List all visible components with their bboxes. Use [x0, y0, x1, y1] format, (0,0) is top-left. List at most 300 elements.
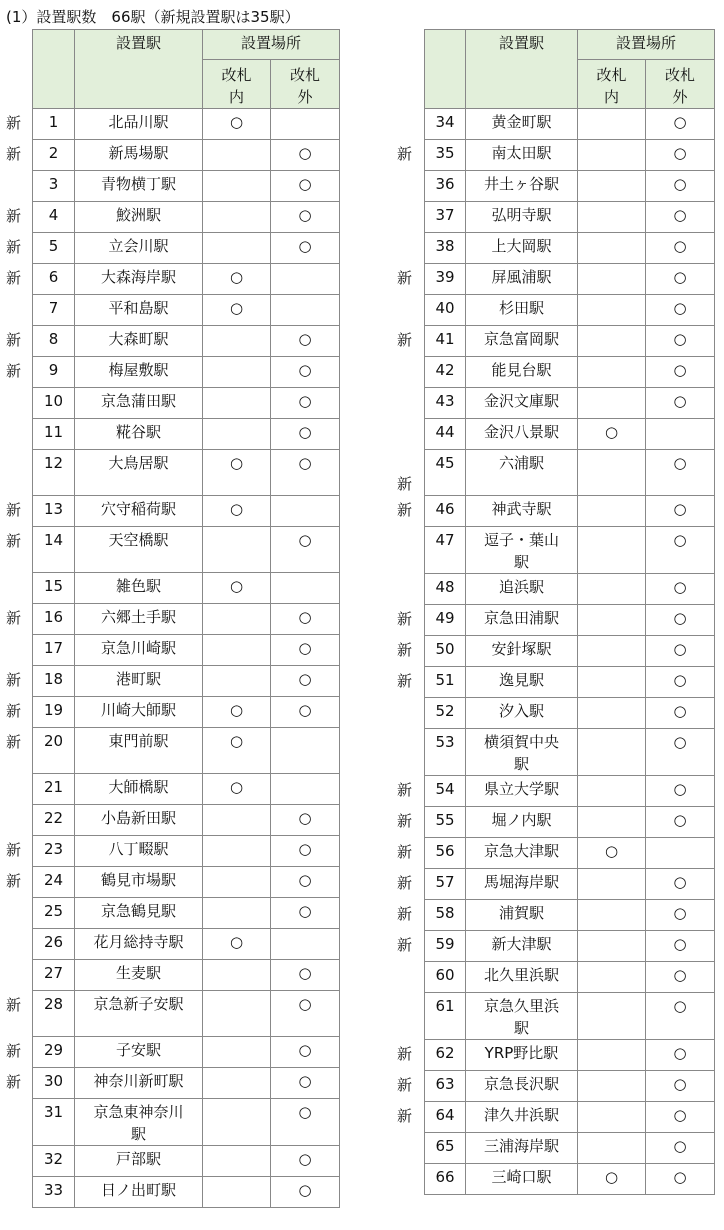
station-number: 65	[425, 1133, 466, 1164]
table-row	[425, 776, 715, 807]
outside-gate-mark: ○	[646, 264, 715, 295]
station-name: 鮫洲駅	[75, 202, 203, 233]
station-number: 58	[425, 900, 466, 931]
inside-gate-mark	[203, 1099, 271, 1146]
header-inside: 改札 内	[203, 60, 271, 109]
outside-gate-mark: ○	[646, 776, 715, 807]
new-station-mark: 新	[397, 935, 413, 954]
station-name: 京急新子安駅	[75, 991, 203, 1037]
outside-gate-mark: ○	[271, 326, 340, 357]
station-name: 井土ヶ谷駅	[466, 171, 578, 202]
station-name: 追浜駅	[466, 574, 578, 605]
outside-gate-mark: ○	[271, 527, 340, 573]
outside-gate-mark: ○	[646, 450, 715, 496]
header-location: 設置場所	[203, 30, 340, 60]
new-station-mark: 新	[397, 1106, 413, 1125]
station-name: 逗子・葉山 駅	[466, 527, 578, 574]
station-name: 横須賀中央 駅	[466, 729, 578, 776]
new-station-mark: 新	[397, 330, 413, 349]
station-name: 新馬場駅	[75, 140, 203, 171]
outside-gate-mark: ○	[271, 635, 340, 666]
station-number: 10	[33, 388, 75, 419]
outside-gate-mark: ○	[271, 1146, 340, 1177]
new-station-mark: 新	[6, 237, 22, 256]
table-row	[425, 419, 715, 450]
station-number: 14	[33, 527, 75, 573]
inside-gate-mark	[578, 357, 646, 388]
table-row	[33, 898, 340, 929]
inside-gate-mark	[203, 527, 271, 573]
station-number: 42	[425, 357, 466, 388]
station-name: 堀ノ内駅	[466, 807, 578, 838]
outside-gate-mark: ○	[646, 233, 715, 264]
inside-gate-mark: ○	[203, 929, 271, 960]
inside-gate-mark	[203, 357, 271, 388]
table-row	[425, 574, 715, 605]
outside-gate-mark: ○	[271, 960, 340, 991]
table-row	[33, 867, 340, 898]
header-inside: 改札 内	[578, 60, 646, 109]
inside-gate-mark	[578, 1102, 646, 1133]
new-station-mark: 新	[397, 873, 413, 892]
table-row	[33, 573, 340, 604]
table-row	[33, 805, 340, 836]
station-number: 45	[425, 450, 466, 496]
station-name: 京急長沢駅	[466, 1071, 578, 1102]
outside-gate-mark: ○	[271, 666, 340, 697]
station-name: 黄金町駅	[466, 109, 578, 140]
inside-gate-mark	[578, 574, 646, 605]
right-station-table	[424, 29, 715, 1195]
station-number: 4	[33, 202, 75, 233]
table-row	[33, 836, 340, 867]
outside-gate-mark: ○	[646, 869, 715, 900]
inside-gate-mark	[203, 836, 271, 867]
new-station-mark: 新	[6, 701, 22, 720]
station-name: 京急鶴見駅	[75, 898, 203, 929]
outside-gate-mark: ○	[271, 898, 340, 929]
station-number: 28	[33, 991, 75, 1037]
inside-gate-mark	[203, 635, 271, 666]
station-name: 杉田駅	[466, 295, 578, 326]
station-name: 浦賀駅	[466, 900, 578, 931]
station-number: 56	[425, 838, 466, 869]
station-number: 13	[33, 496, 75, 527]
inside-gate-mark	[578, 527, 646, 574]
outside-gate-mark: ○	[271, 171, 340, 202]
inside-gate-mark	[203, 604, 271, 635]
station-name: 南太田駅	[466, 140, 578, 171]
station-number: 16	[33, 604, 75, 635]
station-name: 大森町駅	[75, 326, 203, 357]
outside-gate-mark: ○	[646, 202, 715, 233]
station-name: 県立大学駅	[466, 776, 578, 807]
station-name: 六郷土手駅	[75, 604, 203, 635]
inside-gate-mark	[578, 109, 646, 140]
table-row	[425, 388, 715, 419]
table-row	[33, 419, 340, 450]
table-header	[425, 30, 715, 109]
table-row	[425, 1133, 715, 1164]
inside-gate-mark: ○	[203, 450, 271, 496]
new-station-mark: 新	[6, 871, 22, 890]
station-name: 梅屋敷駅	[75, 357, 203, 388]
station-number: 48	[425, 574, 466, 605]
station-number: 22	[33, 805, 75, 836]
inside-gate-mark	[203, 202, 271, 233]
table-row	[425, 636, 715, 667]
station-number: 40	[425, 295, 466, 326]
station-name: 弘明寺駅	[466, 202, 578, 233]
inside-gate-mark	[578, 171, 646, 202]
station-name: 京急東神奈川 駅	[75, 1099, 203, 1146]
station-number: 15	[33, 573, 75, 604]
station-number: 55	[425, 807, 466, 838]
inside-gate-mark	[578, 295, 646, 326]
table-row	[425, 171, 715, 202]
outside-gate-mark	[271, 573, 340, 604]
station-name: 大師橋駅	[75, 774, 203, 805]
station-name: 川崎大師駅	[75, 697, 203, 728]
station-number: 38	[425, 233, 466, 264]
inside-gate-mark	[203, 991, 271, 1037]
station-name: 六浦駅	[466, 450, 578, 496]
station-name: 港町駅	[75, 666, 203, 697]
station-number: 33	[33, 1177, 75, 1208]
inside-gate-mark	[578, 140, 646, 171]
table-row	[33, 1146, 340, 1177]
table-row	[33, 604, 340, 635]
station-number: 44	[425, 419, 466, 450]
table-row	[33, 140, 340, 171]
outside-gate-mark: ○	[646, 1102, 715, 1133]
station-number: 62	[425, 1040, 466, 1071]
station-number: 53	[425, 729, 466, 776]
station-name: 花月総持寺駅	[75, 929, 203, 960]
new-station-mark: 新	[6, 113, 22, 132]
outside-gate-mark	[646, 419, 715, 450]
inside-gate-mark	[578, 233, 646, 264]
station-name: 小島新田駅	[75, 805, 203, 836]
outside-gate-mark: ○	[271, 1177, 340, 1208]
station-number: 37	[425, 202, 466, 233]
outside-gate-mark: ○	[646, 962, 715, 993]
inside-gate-mark	[203, 805, 271, 836]
new-station-mark: 新	[6, 531, 22, 550]
inside-gate-mark: ○	[203, 728, 271, 774]
inside-gate-mark	[578, 993, 646, 1040]
outside-gate-mark: ○	[646, 1164, 715, 1195]
new-station-mark: 新	[397, 500, 413, 519]
inside-gate-mark	[578, 869, 646, 900]
new-station-mark: 新	[397, 609, 413, 628]
inside-gate-mark	[578, 1040, 646, 1071]
left-table-body	[33, 109, 340, 1208]
table-row	[33, 357, 340, 388]
station-number: 24	[33, 867, 75, 898]
outside-gate-mark: ○	[646, 574, 715, 605]
header-outside: 改札 外	[271, 60, 340, 109]
outside-gate-mark: ○	[271, 697, 340, 728]
table-row	[425, 1164, 715, 1195]
header-outside: 改札 外	[646, 60, 715, 109]
outside-gate-mark	[271, 728, 340, 774]
station-number: 61	[425, 993, 466, 1040]
inside-gate-mark	[203, 1037, 271, 1068]
station-number: 27	[33, 960, 75, 991]
table-row	[425, 1102, 715, 1133]
station-name: 北久里浜駅	[466, 962, 578, 993]
table-row	[425, 698, 715, 729]
table-row	[425, 869, 715, 900]
table-row	[425, 109, 715, 140]
inside-gate-mark: ○	[578, 419, 646, 450]
outside-gate-mark	[271, 264, 340, 295]
outside-gate-mark: ○	[271, 233, 340, 264]
station-name: 汐入駅	[466, 698, 578, 729]
station-name: 三崎口駅	[466, 1164, 578, 1195]
station-name: 青物横丁駅	[75, 171, 203, 202]
new-station-mark: 新	[397, 842, 413, 861]
outside-gate-mark: ○	[646, 636, 715, 667]
outside-gate-mark	[271, 929, 340, 960]
station-name: 金沢文庫駅	[466, 388, 578, 419]
station-number: 36	[425, 171, 466, 202]
outside-gate-mark: ○	[271, 1068, 340, 1099]
station-number: 18	[33, 666, 75, 697]
outside-gate-mark: ○	[646, 171, 715, 202]
station-number: 8	[33, 326, 75, 357]
table-row	[33, 233, 340, 264]
station-number: 57	[425, 869, 466, 900]
new-station-mark: 新	[6, 1041, 22, 1060]
inside-gate-mark	[578, 388, 646, 419]
outside-gate-mark: ○	[271, 1099, 340, 1146]
outside-gate-mark: ○	[646, 667, 715, 698]
station-number: 1	[33, 109, 75, 140]
station-number: 7	[33, 295, 75, 326]
station-name: 三浦海岸駅	[466, 1133, 578, 1164]
inside-gate-mark	[578, 1133, 646, 1164]
new-station-mark: 新	[6, 330, 22, 349]
inside-gate-mark	[203, 666, 271, 697]
station-name: 金沢八景駅	[466, 419, 578, 450]
table-row	[425, 357, 715, 388]
new-station-mark: 新	[6, 144, 22, 163]
station-name: 安針塚駅	[466, 636, 578, 667]
station-number: 52	[425, 698, 466, 729]
table-row	[425, 993, 715, 1040]
outside-gate-mark: ○	[646, 900, 715, 931]
outside-gate-mark: ○	[646, 1133, 715, 1164]
header-blank	[425, 30, 466, 109]
station-number: 26	[33, 929, 75, 960]
table-row	[425, 264, 715, 295]
new-station-mark: 新	[397, 640, 413, 659]
table-row	[33, 1037, 340, 1068]
outside-gate-mark: ○	[646, 807, 715, 838]
outside-gate-mark: ○	[271, 604, 340, 635]
outside-gate-mark: ○	[646, 357, 715, 388]
table-row	[33, 264, 340, 295]
station-number: 50	[425, 636, 466, 667]
outside-gate-mark: ○	[646, 295, 715, 326]
station-name: 戸部駅	[75, 1146, 203, 1177]
station-number: 29	[33, 1037, 75, 1068]
outside-gate-mark	[271, 109, 340, 140]
new-station-mark: 新	[6, 670, 22, 689]
inside-gate-mark	[578, 450, 646, 496]
station-name: 雑色駅	[75, 573, 203, 604]
station-number: 9	[33, 357, 75, 388]
table-row	[425, 667, 715, 698]
outside-gate-mark	[271, 295, 340, 326]
new-station-mark: 新	[6, 268, 22, 287]
station-number: 41	[425, 326, 466, 357]
inside-gate-mark: ○	[578, 838, 646, 869]
station-number: 2	[33, 140, 75, 171]
station-number: 31	[33, 1099, 75, 1146]
outside-gate-mark: ○	[271, 805, 340, 836]
station-number: 5	[33, 233, 75, 264]
outside-gate-mark: ○	[271, 991, 340, 1037]
table-row	[33, 774, 340, 805]
station-name: 京急富岡駅	[466, 326, 578, 357]
table-row	[33, 960, 340, 991]
inside-gate-mark	[203, 1068, 271, 1099]
station-number: 30	[33, 1068, 75, 1099]
inside-gate-mark	[203, 867, 271, 898]
inside-gate-mark	[203, 233, 271, 264]
table-row	[425, 838, 715, 869]
new-station-mark: 新	[397, 144, 413, 163]
header-location: 設置場所	[578, 30, 715, 60]
inside-gate-mark	[203, 419, 271, 450]
inside-gate-mark: ○	[203, 496, 271, 527]
station-number: 32	[33, 1146, 75, 1177]
station-number: 6	[33, 264, 75, 295]
station-name: 日ノ出町駅	[75, 1177, 203, 1208]
table-row	[33, 202, 340, 233]
table-row	[425, 295, 715, 326]
station-name: 糀谷駅	[75, 419, 203, 450]
table-row	[33, 991, 340, 1037]
station-name: 生麦駅	[75, 960, 203, 991]
station-number: 12	[33, 450, 75, 496]
inside-gate-mark	[578, 931, 646, 962]
table-row	[33, 697, 340, 728]
station-number: 21	[33, 774, 75, 805]
station-number: 20	[33, 728, 75, 774]
inside-gate-mark	[203, 326, 271, 357]
inside-gate-mark	[578, 729, 646, 776]
inside-gate-mark: ○	[203, 109, 271, 140]
station-name: 京急蒲田駅	[75, 388, 203, 419]
inside-gate-mark: ○	[203, 774, 271, 805]
station-name: 北品川駅	[75, 109, 203, 140]
table-row	[33, 388, 340, 419]
table-row	[33, 1068, 340, 1099]
new-station-mark: 新	[6, 206, 22, 225]
inside-gate-mark	[578, 496, 646, 527]
station-name: 馬堀海岸駅	[466, 869, 578, 900]
table-row	[425, 202, 715, 233]
station-name: 穴守稲荷駅	[75, 496, 203, 527]
table-row	[425, 900, 715, 931]
table-row	[425, 450, 715, 496]
station-number: 47	[425, 527, 466, 574]
station-number: 17	[33, 635, 75, 666]
station-number: 3	[33, 171, 75, 202]
outside-gate-mark	[271, 774, 340, 805]
station-name: 上大岡駅	[466, 233, 578, 264]
station-name: 大森海岸駅	[75, 264, 203, 295]
outside-gate-mark: ○	[646, 931, 715, 962]
station-number: 19	[33, 697, 75, 728]
station-name: YRP野比駅	[466, 1040, 578, 1071]
table-row	[425, 729, 715, 776]
station-name: 神武寺駅	[466, 496, 578, 527]
table-row	[425, 962, 715, 993]
station-name: 津久井浜駅	[466, 1102, 578, 1133]
outside-gate-mark: ○	[646, 993, 715, 1040]
station-name: 立会川駅	[75, 233, 203, 264]
outside-gate-mark: ○	[646, 140, 715, 171]
station-name: 京急田浦駅	[466, 605, 578, 636]
table-row	[33, 496, 340, 527]
table-row	[33, 1099, 340, 1146]
left-station-table	[32, 29, 340, 1208]
table-row	[425, 496, 715, 527]
new-station-mark: 新	[6, 500, 22, 519]
outside-gate-mark: ○	[271, 140, 340, 171]
page-title: (1）設置駅数 66駅（新規設置駅は35駅）	[6, 8, 300, 26]
station-number: 49	[425, 605, 466, 636]
inside-gate-mark	[578, 326, 646, 357]
new-station-mark: 新	[397, 268, 413, 287]
table-row	[33, 728, 340, 774]
new-station-mark: 新	[397, 904, 413, 923]
table-row	[425, 807, 715, 838]
station-number: 11	[33, 419, 75, 450]
inside-gate-mark	[578, 1071, 646, 1102]
station-name: 新大津駅	[466, 931, 578, 962]
station-name: 子安駅	[75, 1037, 203, 1068]
station-number: 34	[425, 109, 466, 140]
inside-gate-mark	[578, 636, 646, 667]
station-name: 東門前駅	[75, 728, 203, 774]
table-row	[425, 233, 715, 264]
new-station-mark: 新	[6, 732, 22, 751]
outside-gate-mark: ○	[271, 357, 340, 388]
station-name: 京急川崎駅	[75, 635, 203, 666]
outside-gate-mark: ○	[646, 109, 715, 140]
station-number: 66	[425, 1164, 466, 1195]
table-row	[33, 295, 340, 326]
outside-gate-mark: ○	[271, 450, 340, 496]
inside-gate-mark	[578, 807, 646, 838]
station-number: 51	[425, 667, 466, 698]
inside-gate-mark: ○	[203, 697, 271, 728]
outside-gate-mark	[271, 496, 340, 527]
table-row	[33, 326, 340, 357]
inside-gate-mark: ○	[203, 573, 271, 604]
outside-gate-mark	[646, 838, 715, 869]
inside-gate-mark: ○	[203, 295, 271, 326]
inside-gate-mark	[578, 264, 646, 295]
table-header	[33, 30, 340, 109]
table-row	[33, 666, 340, 697]
